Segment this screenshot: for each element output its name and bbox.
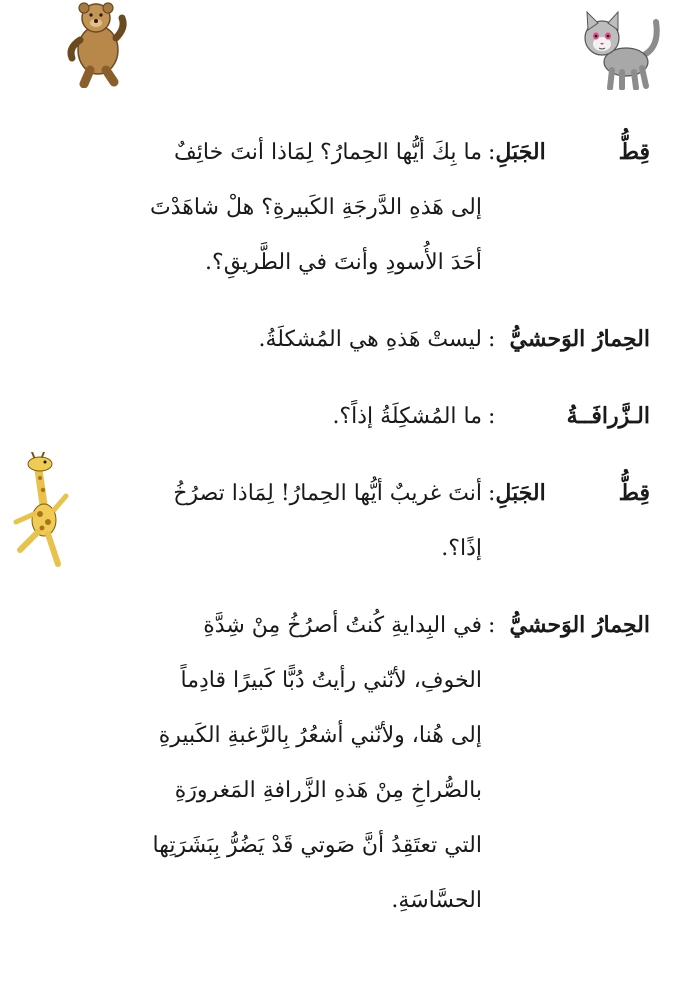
speech-line: ليستْ هَذهِ هي المُشكلَةُ. [258, 327, 482, 352]
speech-line: الخوفِ، لأنّني رأيتُ دُبًّا كَبيرًا قادِماً [180, 668, 482, 693]
speech-lines [90, 598, 482, 928]
dialogue-entry [90, 312, 650, 367]
speaker-label [482, 598, 650, 928]
giraffe-illustration [10, 452, 70, 570]
speech-line: إلى هُنا، ولأنّني أشعُرُ بِالرَّغبةِ الكَبيرةِ [158, 723, 482, 748]
dialogue-entry [90, 125, 650, 290]
speaker-name: قِطُّ الجَبَلِ [495, 480, 650, 506]
speaker-name: الحِمارُ الوَحشيُّ [509, 612, 650, 638]
speaker-name: الحِمارُ الوَحشيُّ [509, 326, 650, 352]
speech-lines [90, 466, 482, 576]
speech-line: أحَدَ الأُسودِ وأنتَ في الطَّريقِ؟. [205, 250, 482, 275]
speaker-label [482, 389, 650, 444]
speaker-colon: : [488, 404, 496, 429]
speaker-label [482, 312, 650, 367]
speech-line: الحسَّاسَةِ. [391, 888, 482, 913]
dialogue-entry [90, 389, 650, 444]
dialogue-entry [90, 598, 650, 928]
speech-lines [90, 125, 482, 290]
speaker-name: قِطُّ الجَبَلِ [495, 139, 650, 165]
speaker-name: الـزَّرافَــةُ [566, 403, 650, 429]
speech-lines [90, 389, 482, 444]
bear-illustration [62, 0, 132, 88]
dialogue-text [90, 125, 650, 950]
dialogue-entry [90, 466, 650, 576]
cat-illustration [582, 8, 662, 90]
speech-line: إذًا؟. [441, 536, 482, 561]
speech-line: أنتَ غريبٌ أيُّها الحِمارُ! لِمَاذا تصرُخُ [173, 481, 482, 506]
speech-line: بالصُّراخِ مِنْ هَذهِ الزَّرافةِ المَغرورَةِ [174, 778, 482, 803]
speech-line: إلى هَذهِ الدَّرجَةِ الكَبيرةِ؟ هلْ شاهَدْتَ [149, 195, 482, 220]
speech-line: التي تعتَقِدُ أنَّ صَوتي قَدْ يَضُرُّ بِبَشَرَتِها [152, 833, 482, 858]
speaker-colon: : [488, 613, 496, 638]
speech-line: ما المُشكِلَةُ إذاً؟. [332, 404, 482, 429]
speaker-colon: : [488, 327, 496, 352]
speech-line: في البِدايةِ كُنتُ أصرُخُ مِنْ شِدَّةِ [203, 613, 482, 638]
speaker-colon: : [488, 481, 496, 506]
speaker-colon: : [488, 140, 496, 165]
speech-lines [90, 312, 482, 367]
speaker-label [482, 125, 650, 290]
speaker-label [482, 466, 650, 576]
speech-line: ما بِكَ أيُّها الحِمارُ؟ لِمَاذا أنتَ خائِفٌ [174, 140, 482, 165]
